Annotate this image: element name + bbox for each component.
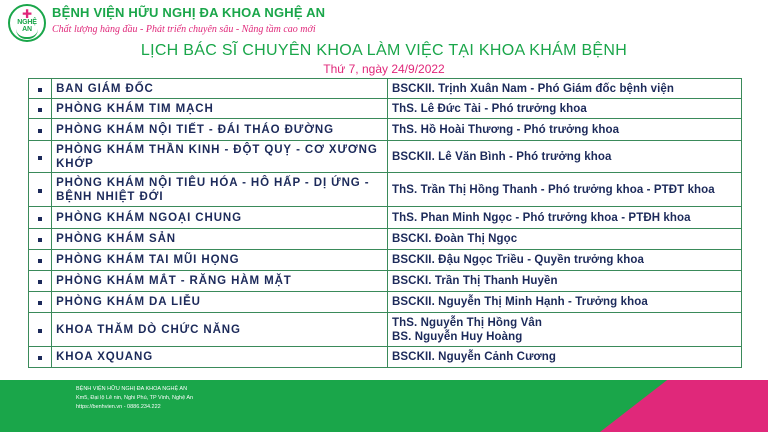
bullet-icon [38,356,42,360]
table-row [29,173,742,207]
hospital-slogan: Chất lượng hàng đầu - Phát triển chuyên sâu - Nâng tầm cao mới [52,24,316,35]
doctor-cell: BSCKII. Lê Văn Bình - Phó trưởng khoa [388,141,742,173]
department-cell: PHÒNG KHÁM NỘI TIẾT - ĐÁI THÁO ĐƯỜNG [52,119,388,141]
department-cell: KHOA THĂM DÒ CHỨC NĂNG [52,313,388,347]
footer-hospital-name: BỆNH VIỆN HỮU NGHỊ ĐA KHOA NGHỆ AN [76,386,188,392]
footer-address: Km5, Đại lộ Lê nin, Nghi Phú, TP Vinh, Nghệ An [76,395,194,401]
department-cell: BAN GIÁM ĐỐC [52,79,388,99]
hospital-name: BỆNH VIỆN HỮU NGHỊ ĐA KHOA NGHỆ AN [52,5,326,20]
footer-accent [600,380,768,432]
footer-contact: https://benhvien.vn - 0886.234.222 [76,404,161,410]
bullet-icon [38,189,42,193]
header [0,0,768,44]
doctor-cell: BSCKII. Trịnh Xuân Nam - Phó Giám đốc bệnh viện [388,79,742,99]
bullet-cell [29,207,52,229]
bullet-cell [29,99,52,119]
bullet-icon [38,129,42,133]
table-row [29,250,742,271]
bullet-icon [38,280,42,284]
bullet-icon [38,217,42,221]
bullet-cell [29,292,52,313]
table-row [29,313,742,347]
doctor-line: BS. Nguyễn Huy Hoàng [392,330,523,343]
doctor-cell [388,313,742,347]
bullet-icon [38,238,42,242]
table-row [29,292,742,313]
table-row [29,271,742,292]
department-cell: PHÒNG KHÁM NỘI TIÊU HÓA - HÔ HẤP - DỊ ỨNG - BỆNH NHIỆT ĐỚI [52,173,388,207]
doctor-cell: BSCKII. Nguyễn Cảnh Cương [388,347,742,368]
department-cell: PHÒNG KHÁM TIM MẠCH [52,99,388,119]
doctor-cell: ThS. Hồ Hoài Thương - Phó trưởng khoa [388,119,742,141]
doctor-line: ThS. Nguyễn Thị Hồng Vân [392,316,542,329]
department-cell: KHOA XQUANG [52,347,388,368]
doctor-cell: BSCKII. Đậu Ngọc Triều - Quyền trưởng khoa [388,250,742,271]
table-row [29,99,742,119]
doctor-cell: ThS. Phan Minh Ngọc - Phó trưởng khoa - PTĐH khoa [388,207,742,229]
doctor-cell: BSCKI. Trần Thị Thanh Huyền [388,271,742,292]
department-cell: PHÒNG KHÁM DA LIỄU [52,292,388,313]
footer-bar [0,380,768,432]
table-row [29,79,742,99]
bullet-cell [29,119,52,141]
bullet-cell [29,229,52,250]
bullet-icon [38,259,42,263]
bullet-icon [38,156,42,160]
page-title: LỊCH BÁC SĨ CHUYÊN KHOA LÀM VIỆC TẠI KHOA KHÁM BỆNH [140,42,628,59]
bullet-cell [29,79,52,99]
table-row [29,141,742,173]
doctor-cell: BSCKII. Nguyễn Thị Minh Hạnh - Trưởng khoa [388,292,742,313]
table-row [29,229,742,250]
department-cell: PHÒNG KHÁM THẦN KINH - ĐỘT QUỴ - CƠ XƯƠNG KHỚP [52,141,388,173]
leaf-icon [16,29,38,39]
hospital-logo [8,4,46,42]
bullet-cell [29,313,52,347]
bullet-cell [29,250,52,271]
table-row [29,119,742,141]
bullet-icon [38,301,42,305]
department-cell: PHÒNG KHÁM NGOẠI CHUNG [52,207,388,229]
medical-cross-icon: ✚ [22,7,33,21]
department-cell: PHÒNG KHÁM SẢN [52,229,388,250]
doctor-cell: ThS. Trần Thị Hồng Thanh - Phó trưởng khoa - PTĐT khoa [388,173,742,207]
table-row [29,207,742,229]
bullet-cell [29,347,52,368]
bullet-icon [38,108,42,112]
schedule-table [28,78,742,368]
department-cell: PHÒNG KHÁM MẮT - RĂNG HÀM MẶT [52,271,388,292]
doctor-cell: BSCKI. Đoàn Thị Ngọc [388,229,742,250]
bullet-cell [29,173,52,207]
bullet-icon [38,329,42,333]
table-row [29,347,742,368]
bullet-cell [29,141,52,173]
doctor-cell: ThS. Lê Đức Tài - Phó trưởng khoa [388,99,742,119]
bullet-cell [29,271,52,292]
logo-text: NGHỆ AN [17,19,37,33]
page-subtitle: Thứ 7, ngày 24/9/2022 [323,62,445,76]
bullet-icon [38,88,42,92]
department-cell: PHÒNG KHÁM TAI MŨI HỌNG [52,250,388,271]
